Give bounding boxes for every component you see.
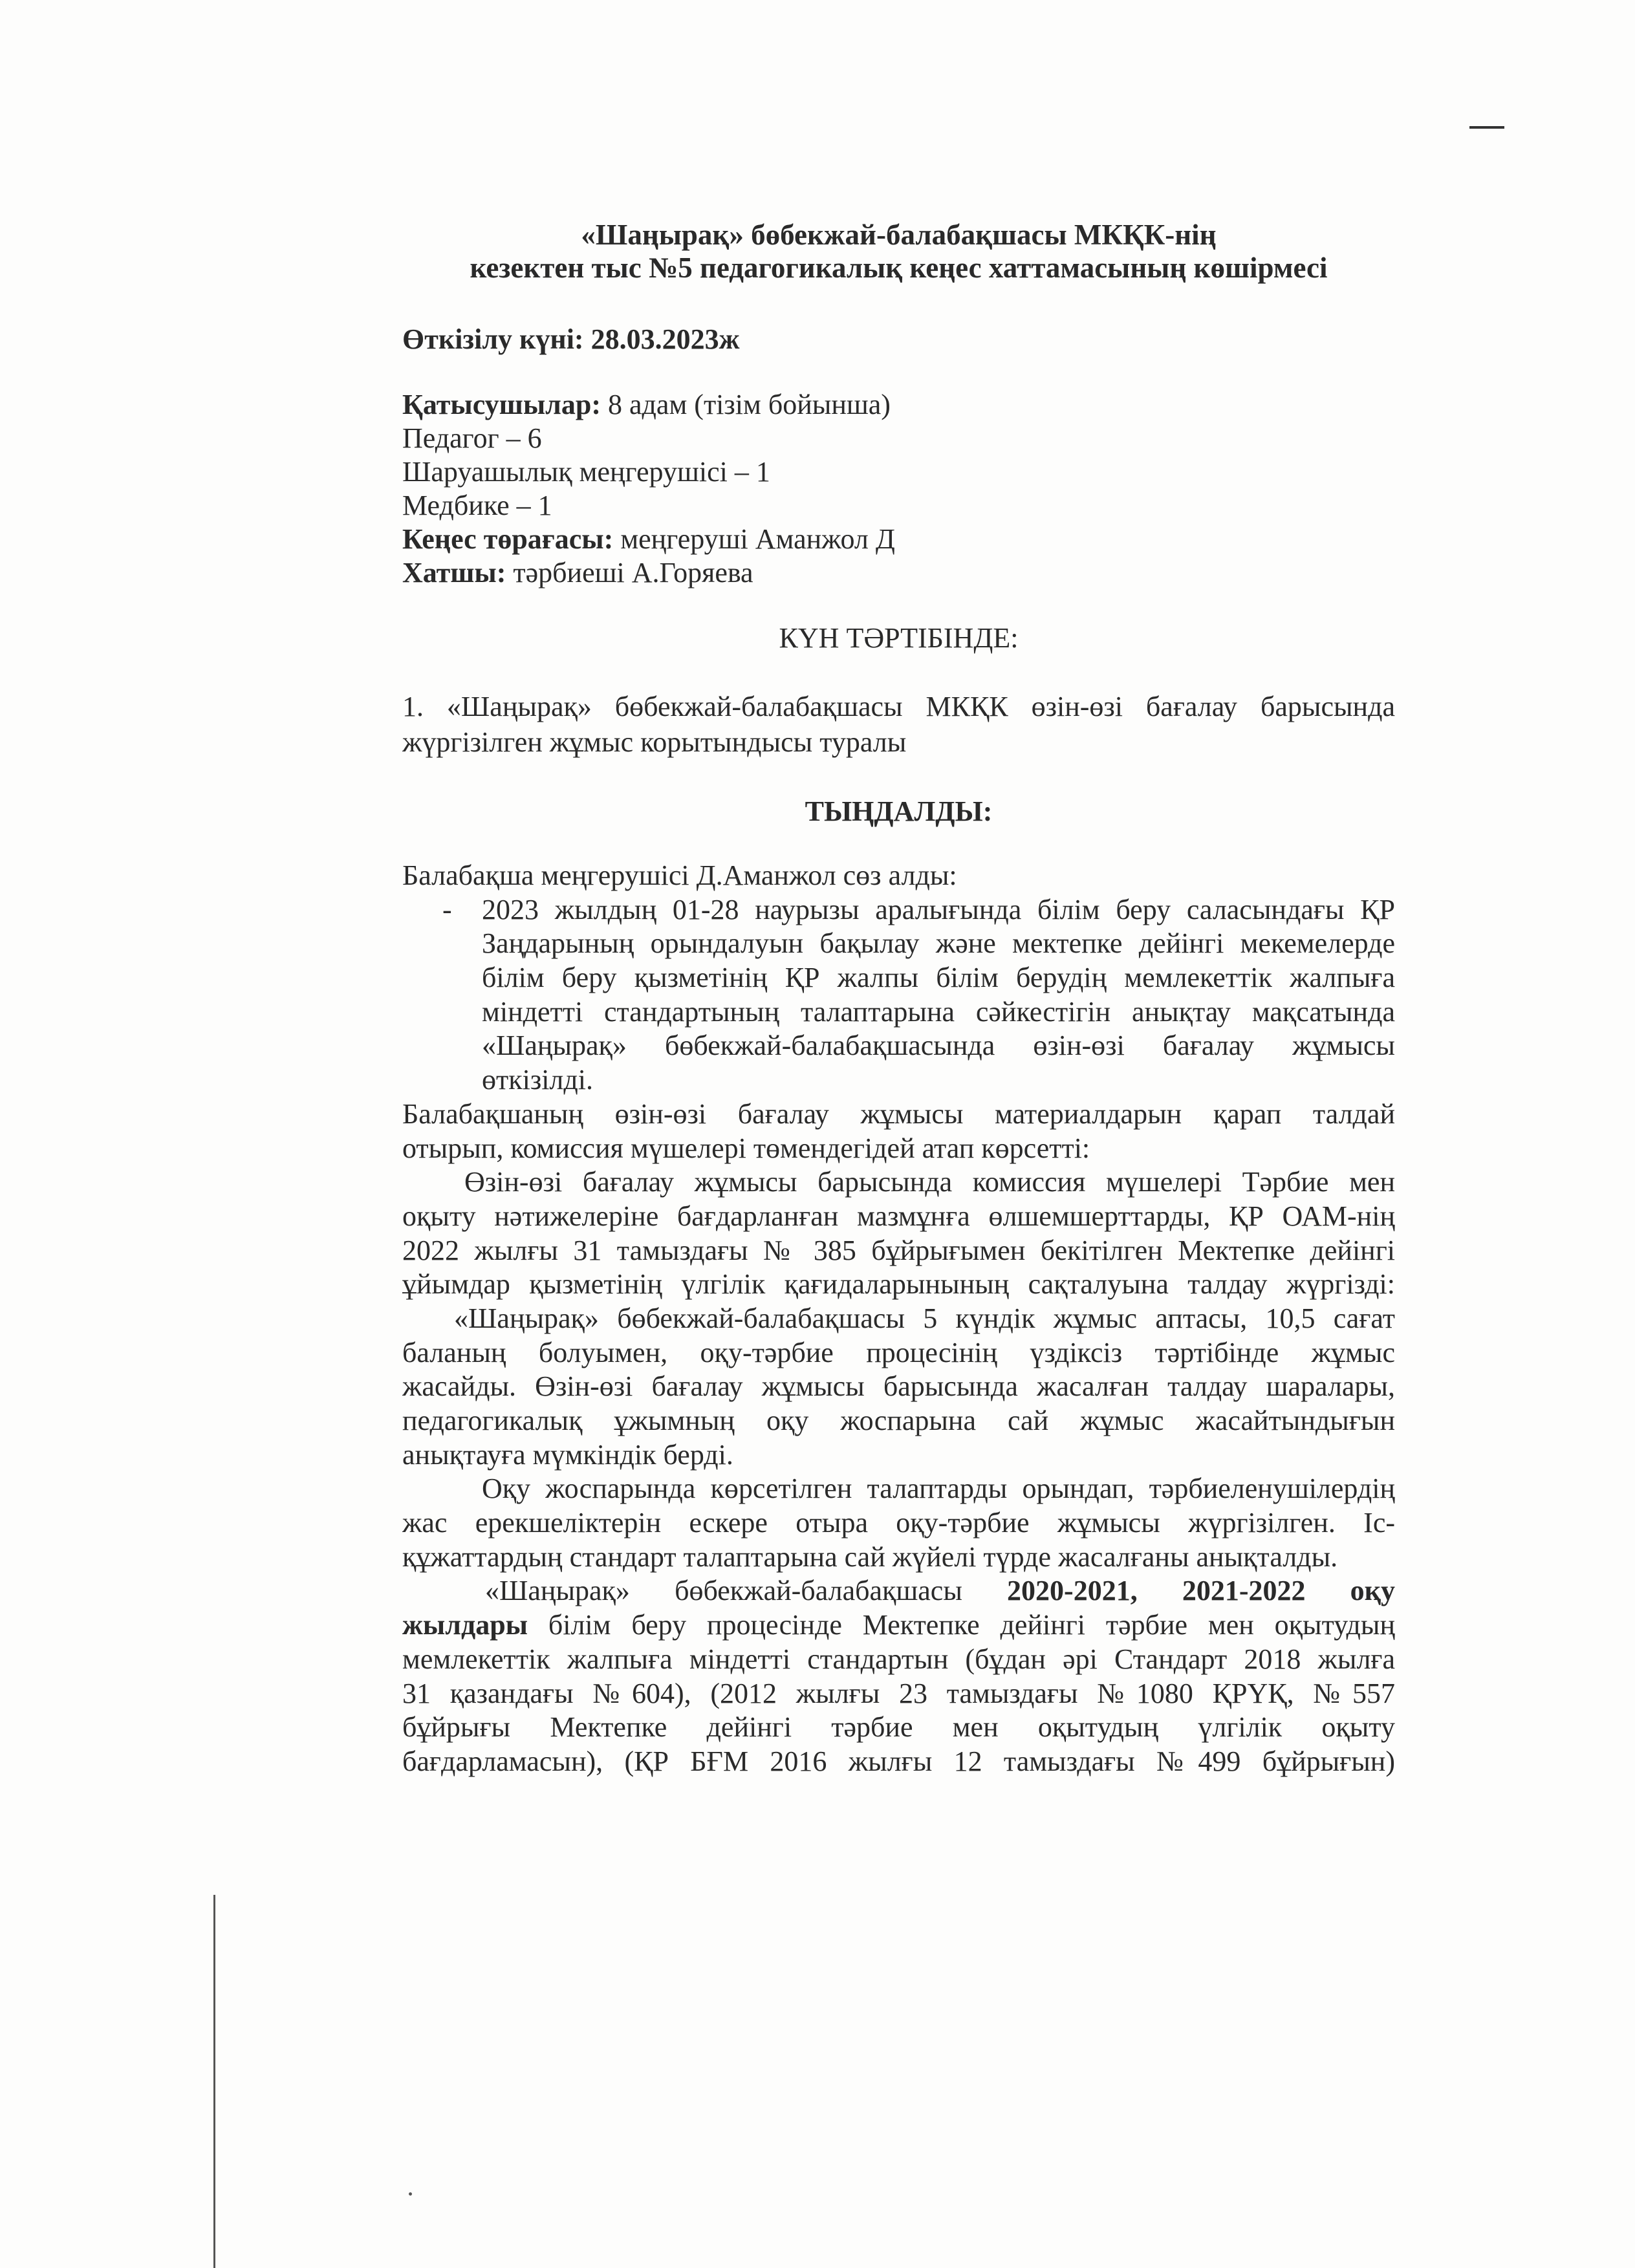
text: Заңдарының орындалуын бақылау және мектепке дейінгі мекемелерде	[482, 927, 1395, 960]
paragraph-line	[402, 1370, 1395, 1404]
text: білім беру қызметінің ҚР жалпы білім берудің мемлекеттік жалпыға	[482, 962, 1395, 994]
agenda-item	[402, 689, 1395, 760]
paragraph-line	[402, 1677, 1395, 1711]
text: білім беру процесінде Мектепке дейінгі тәрбие мен оқытудың	[528, 1609, 1395, 1641]
text: тәрбиеші А.Горяева	[513, 557, 753, 589]
paragraph-line	[402, 1608, 1395, 1643]
text: педагогикалық ұжымның оқу жоспарына сай жұмыс жасайтындығын	[402, 1405, 1395, 1436]
bold-text: жылдары	[402, 1609, 528, 1641]
bold-text: кезектен тыс №5 педагогикалық кеңес хаттамасының көшірмесі	[470, 252, 1328, 284]
agenda-item-line: 1. «Шаңырақ» бөбекжай-балабақшасы МКҚК өзін-өзі бағалау барысында	[402, 691, 1395, 722]
text: «Шаңырақ» бөбекжай-балабақшасы	[485, 1575, 1008, 1607]
document-body	[402, 859, 1395, 1779]
bold-text: «Шаңырақ» бөбекжай-балабақшасы МКҚК-нің	[581, 219, 1217, 251]
paragraph-line	[402, 1404, 1395, 1438]
paragraph-line	[402, 1711, 1395, 1745]
text: Педагог – 6	[402, 422, 542, 454]
paragraph-line	[402, 1472, 1395, 1506]
paragraph-line	[402, 1268, 1395, 1302]
text: оқыту нәтижелеріне бағдарланған мазмұнға өлшемшерттарды, ҚР ОАМ-нің	[402, 1200, 1395, 1232]
paragraph-line	[402, 1336, 1395, 1370]
text: бағдарламасын), (ҚР БҒМ 2016 жылғы 12 тамыздағы №499 бұйрығын)	[402, 1745, 1395, 1777]
bullet-line	[402, 995, 1395, 1030]
bullet-line	[402, 893, 1395, 927]
scan-mark-dash	[1469, 126, 1504, 129]
paragraph-line	[402, 1574, 1395, 1608]
bold-text: 2020-2021, 2021-2022 оқу	[1007, 1575, 1395, 1607]
text: жасайды. Өзін-өзі бағалау жұмысы барысында жасалған талдау шаралары,	[402, 1370, 1395, 1403]
speaker-line: Балабақша меңгерушісі Д.Аманжол сөз алды:	[402, 859, 957, 891]
paragraph-line	[402, 1438, 1395, 1473]
text: Шаруашылық меңгерушісі – 1	[402, 456, 770, 488]
paragraph-line	[402, 1302, 1395, 1336]
text: құжаттардың стандарт талаптарына сай жүйелі түрде жасалғаны анықталды.	[402, 1540, 1338, 1573]
text: Медбике – 1	[402, 490, 552, 521]
text: 31 қазандағы №604), (2012 жылғы 23 тамыздағы №1080 ҚРҮҚ, №557	[402, 1677, 1395, 1709]
paragraph-line	[402, 1745, 1395, 1779]
agenda-heading-text: КҮН ТӘРТІБІНДЕ:	[779, 622, 1019, 654]
participants-block	[402, 388, 1395, 590]
meeting-date	[402, 322, 1395, 356]
title-line-1	[402, 219, 1395, 252]
paragraph-line	[402, 1200, 1395, 1234]
heard-heading	[402, 794, 1395, 828]
paragraph-line	[402, 1643, 1395, 1677]
paragraphs	[402, 1097, 1395, 1779]
participant-line	[402, 422, 1395, 455]
bold-text: Қатысушылар:	[402, 389, 608, 420]
text: ұйымдар қызметінің үлгілік қағидаларынының сақталуына талдау жүргізді:	[402, 1268, 1395, 1301]
text: бұйрығы Мектепке дейінгі тәрбие мен оқытудың үлгілік оқыту	[402, 1711, 1395, 1744]
bullet-line	[402, 1063, 1395, 1097]
text: анықтауға мүмкіндік берді.	[402, 1438, 733, 1471]
text: отырып, комиссия мүшелері төмендегідей атап көрсетті:	[402, 1132, 1090, 1164]
agenda-item-line: жүргізілген жұмыс корытындысы туралы	[402, 726, 907, 758]
title-line-2	[402, 252, 1395, 285]
text: 2023 жылдың 01-28 наурызы аралығында білім беру саласындағы ҚР	[482, 893, 1395, 925]
document-title	[402, 219, 1395, 285]
scan-edge-line	[213, 1895, 215, 2268]
participant-line	[402, 489, 1395, 523]
text: «Шаңырақ» бөбекжай-балабақшасы 5 күндік жұмыс аптасы, 10,5 сағат	[454, 1302, 1395, 1334]
text: міндетті стандартының талаптарына сәйкестігін анықтау мақсатында	[482, 995, 1395, 1028]
paragraph-line	[402, 1132, 1395, 1166]
paragraph-line	[402, 1097, 1395, 1132]
agenda-heading	[402, 621, 1395, 655]
bullet-line	[402, 1029, 1395, 1063]
participant-line	[402, 523, 1395, 556]
bullet-dash-icon: -	[442, 893, 452, 925]
text: баланың болуымен, оқу-тәрбие процесінің үздіксіз тәртібінде жұмыс	[402, 1336, 1395, 1368]
bullet-line	[402, 961, 1395, 995]
text: меңгеруші Аманжол Д	[620, 523, 895, 555]
participant-line	[402, 388, 1395, 422]
text: Өзін-өзі бағалау жұмысы барысында комиссия мүшелері Тәрбие мен	[464, 1166, 1395, 1198]
date-line	[402, 322, 1395, 356]
paragraph-line	[402, 1234, 1395, 1268]
bold-text: Хатшы:	[402, 557, 514, 589]
text: Оқу жоспарында көрсетілген талаптарды орындап, тәрбиеленушілердің	[482, 1473, 1395, 1505]
participant-line	[402, 455, 1395, 489]
bullet-line	[402, 927, 1395, 961]
text: жас ерекшеліктерін ескере отыра оқу-тәрбие жұмысы жүргізілген. Іс-	[402, 1507, 1395, 1539]
bold-text: Өткізілу күні: 28.03.2023ж	[402, 323, 740, 355]
bullet-item	[402, 893, 1395, 1097]
bold-text: Кеңес төрағасы:	[402, 523, 621, 555]
heard-heading-text: ТЫҢДАЛДЫ:	[805, 795, 993, 827]
text: 2022 жылғы 31 тамыздағы № 385 бұйрығымен бекітілген Мектепке дейінгі	[402, 1234, 1395, 1266]
text: «Шаңырақ» бөбекжай-балабақшасында өзін-өзі бағалау жұмысы	[482, 1030, 1395, 1062]
text: мемлекеттік жалпыға міндетті стандартын (бұдан әрі Стандарт 2018 жылға	[402, 1643, 1395, 1675]
text: өткізілді.	[482, 1064, 594, 1096]
text: 8 адам (тізім бойынша)	[608, 389, 891, 420]
text: Балабақшаның өзін-өзі бағалау жұмысы материалдарын қарап талдай	[402, 1097, 1395, 1130]
participant-line	[402, 556, 1395, 590]
paragraph-line	[402, 1506, 1395, 1540]
scan-speck	[409, 2192, 412, 2196]
paragraph-line	[402, 1165, 1395, 1200]
paragraph-line	[402, 1540, 1395, 1575]
